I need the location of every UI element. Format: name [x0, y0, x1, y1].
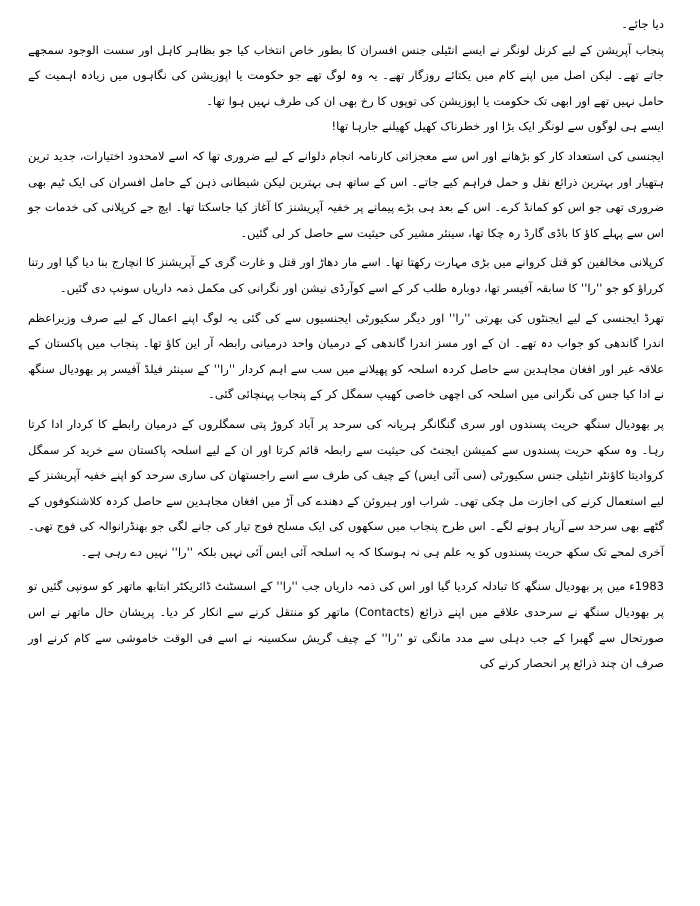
paragraph-continuation: دیا جائے۔ [621, 17, 664, 31]
paragraph-1983-transfer: 1983ء میں پر بھودیال سنگھ کا تبادلہ کردیا گیا اور اس کی ذمہ داریاں جب ''را'' کے اسسٹنٹ ڈائریکٹر ابتابھ ماتھر کو سونپی گئیں تو پر بھودیال سنگھ نے سرحدی علاقے میں اپنے ذرائع (Contacts) ماتھر کو منتقل کرنے سے انکار کر دیا۔ پریشان حال ماتھر نے اس صورتحال سے گھبرا کے جب دہلی سے مدد مانگی تو ''را'' کے چیف گریش سکسینہ نے اسے فی الوقت خاموشی سے کام کرنے اور صرف ان چند ذرائع پر انحصار کرنے کی [28, 579, 664, 671]
paragraph-third-agency: تھرڈ ایجنسی کے لیے ایجنٹوں کی بھرتی ''را'' اور دیگر سکیورٹی ایجنسیوں سے کی گئی یہ لوگ اپنے اعمال کے لیے صرف وزیراعظم اندرا گاندھی کو جواب دہ تھے۔ ان کے اور مسز اندرا گاندھی کے درمیان واحد درمیانی رابطہ آر این کاؤ تھا۔ پنجاب میں پاکستان کے علاقہ غیر اور افغان مجاہدین سے حاصل کردہ اسلحہ کو پھیلانے میں سب سے اہم کردار ''را'' کے سینئر فیلڈ آفیسر پر بھودیال سنگھ نے ادا کیا جس کی نگرانی میں اسلحہ کی اچھی خاصی کھیپ سمگل کر کے پنجاب پہنچائی گئی۔ [28, 310, 664, 402]
paragraph-punjab-operation: پنجاب آپریشن کے لیے کرنل لونگر نے ایسے انٹیلی جنس افسران کا بطور خاص انتخاب کیا جو بظاہر کاہل اور سست الوجود سمجھے جاتے تھے۔ لیکن اصل میں اپنے کام میں یکتائے روزگار تھے۔ یہ وہ لوگ تھے جو حکومت یا اپوزیشن کی نگاہوں میں زیادہ اہمیت کے حامل نہیں تھے اور ابھی تک حکومت یا اپوزیشن کی توپوں کا رخ بھی ان کی طرف نہیں ہوا تھا۔ [28, 42, 664, 108]
paragraph-dangerous-game: ایسے ہی لوگوں سے لونگر ایک بڑا اور خطرناک کھیل کھیلنے جارہا تھا! [331, 119, 664, 134]
paragraph-kriplani: کرپلانی مخالفین کو قتل کروانے میں بڑی مہارت رکھتا تھا۔ اسے مار دھاڑ اور قتل و غارت گری کے آپریشنز کا انچارج بنا دیا گیا اور رتنا کرراؤ کو جو ''را'' کا سابقہ آفیسر تھا، دوبارہ طلب کر کے اسے کوآرڈی نیشن اور نگرانی کی مکمل ذمہ داریاں سونپ دی گئیں۔ [28, 255, 664, 295]
paragraph-prabhu-dayal-singh: پر بھودیال سنگھ حریت پسندوں اور سری گنگانگر ہریانہ کی سرحد پر آباد کروڑ پتی سمگلروں کے درمیان رابطے کا کردار ادا کرتا رہا۔ وہ سکھ حریت پسندوں سے کمیشن ایجنٹ کی حیثیت سے رابطہ قائم کرتا اور ان کے لیے اسلحہ پاکستان سے خرید کر سمگل کروادیتا کاؤنٹر انٹیلی جنس سکیورٹی (سی آئی ایس) کے چیف کی طرف سے اسے راجستھان کی ساری سرحد کو اپنے خفیہ آپریشنز کے لیے استعمال کرنے کی اجازت مل چکی تھی۔ شراب اور ہیروئن کے دھندے کی آڑ میں افغان مجاہدین سے حاصل کردہ کلاشنکوفوں کے گٹھے بھی سرحد سے آرپار ہونے لگے۔ اس طرح پنجاب میں سکھوں کی ایک مسلح فوج تیار کی جانے لگی جو بھنڈرانوالہ کی فوج تھی۔ آخری لمحے تک سکھ حریت پسندوں کو یہ علم ہی نہ ہوسکا کہ یہ اسلحہ آئی ایس آئی نہیں بلکہ ''را'' نہیں دے رہی ہے۔ [28, 416, 664, 559]
paragraph-agency-capacity: ایجنسی کی استعداد کار کو بڑھانے اور اس سے معجزاتی کارنامہ انجام دلوانے کے لیے ضروری تھا کہ اسے لامحدود اختیارات، جدید ترین ہتھیار اور بہترین ذرائع نقل و حمل فراہم کیے جاتے۔ اس کے ساتھ ہی بہترین لیکن شیطانی ذہن کے حامل افسران کی ایک ٹیم بھی ضروری تھی جو اس کو کمانڈ کرے۔ اس کے بعد ہی بڑے پیمانے پر خفیہ آپریشنز کا آغاز کیا جاسکتا تھا۔ ایچ جے کرپلانی کی خدمات جو اس سے پہلے کاؤ کا باڈی گارڈ رہ چکا تھا، سینئر مشیر کی حیثیت سے حاصل کر لی گئیں۔ [28, 148, 664, 240]
